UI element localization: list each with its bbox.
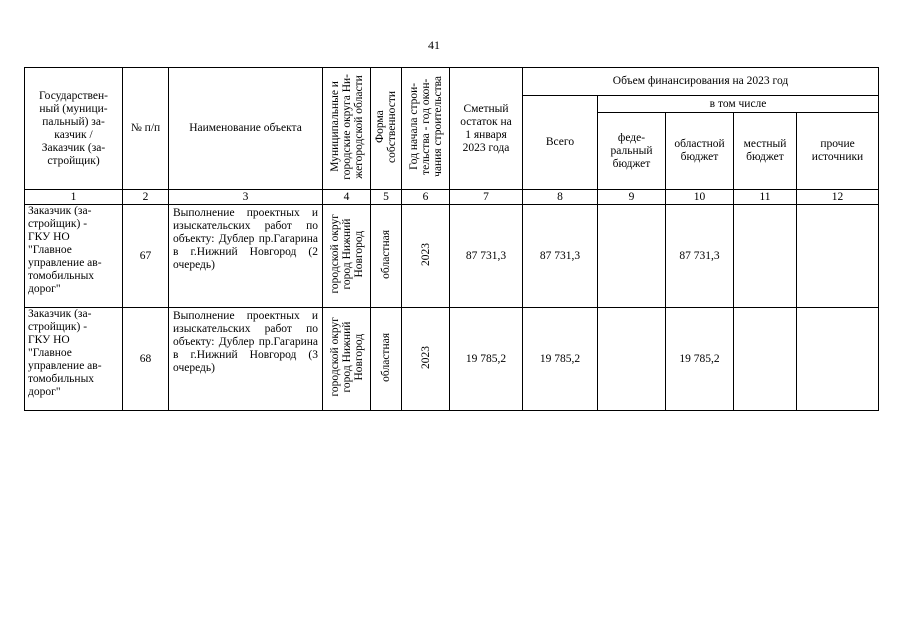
table-row [25,308,879,411]
row-object-name: Выполнение проектных и изыскательских работ по объекту: Дублер пр.Гагарина в г.Нижний Новгород (2 очередь) [169,205,323,308]
header-estimated-balance [450,68,523,190]
column-number-row [25,190,879,205]
column-number: 6 [402,190,450,205]
column-number: 7 [450,190,523,205]
header-local-text: местный бюджет [743,138,787,163]
header-regional-text: областной бюджет [674,138,725,163]
column-number: 3 [169,190,323,205]
row-regional: 87 731,3 [666,205,734,308]
column-number: 2 [123,190,169,205]
column-number: 12 [797,190,879,205]
header-estimated-balance-text: Сметный остаток на 1 января 2023 года [460,102,512,154]
row-municipality-text: городской округ город Нижний Новгород [328,317,365,397]
row-ownership-text: областная [380,332,392,382]
header-funding-volume: Объем финансирования на 2023 год [523,68,879,96]
header-including: в том числе [598,96,879,113]
row-estimated-balance: 19 785,2 [450,308,523,411]
header-customer [25,68,123,190]
row-customer [25,308,123,411]
column-number: 8 [523,190,598,205]
column-number: 10 [666,190,734,205]
row-other [797,205,879,308]
header-customer-text: Государствен- ный (муници- пальный) за- казчик / Заказчик (за- стройщик) [39,89,108,167]
header-years [402,68,450,190]
row-total: 87 731,3 [523,205,598,308]
header-regional [666,113,734,190]
row-ownership-text: областная [380,229,392,279]
column-number: 11 [734,190,797,205]
header-ownership [371,68,402,190]
column-number: 9 [598,190,666,205]
row-local [734,205,797,308]
row-federal [598,308,666,411]
row-customer-text: Заказчик (за- стройщик) - ГКУ НО "Главное управление ав- томобильных дорог" [28,205,102,295]
header-federal-text: феде- ральный бюджет [610,131,653,170]
column-number: 5 [371,190,402,205]
header-other-text: прочие источники [811,138,864,163]
row-customer-text: Заказчик (за- стройщик) - ГКУ НО "Главное управление ав- томобильных дорог" [28,308,102,398]
header-municipality-text: Муниципальные и городские округа Ни- жегородской области [328,73,365,180]
row-municipality [323,308,371,411]
row-ownership [371,308,402,411]
row-object-name: Выполнение проектных и изыскательских работ по объекту: Дублер пр.Гагарина в г.Нижний Новгород (3 очередь) [169,308,323,411]
header-num: № п/п [123,68,169,190]
row-customer [25,205,123,308]
header-federal [598,113,666,190]
header-years-text: Год начала строи- тельства - год окон- чания строительства [407,76,444,177]
row-local [734,308,797,411]
row-federal [598,205,666,308]
row-regional: 19 785,2 [666,308,734,411]
row-years-text: 2023 [419,345,432,369]
header-ownership-text: Форма собственности [374,90,398,163]
header-object-name: Наименование объекта [169,68,323,190]
row-municipality [323,205,371,308]
header-local [734,113,797,190]
row-years [402,308,450,411]
row-years-text: 2023 [419,242,432,266]
row-num: 67 [123,205,169,308]
row-estimated-balance: 87 731,3 [450,205,523,308]
column-number: 1 [25,190,123,205]
header-municipality [323,68,371,190]
funding-table [24,67,879,411]
header-total: Всего [523,96,598,190]
table-row [25,205,879,308]
row-total: 19 785,2 [523,308,598,411]
column-number: 4 [323,190,371,205]
row-ownership [371,205,402,308]
header-other [797,113,879,190]
page-number: 41 [428,38,440,52]
row-municipality-text: городской округ город Нижний Новгород [328,214,365,294]
row-num: 68 [123,308,169,411]
row-other [797,308,879,411]
row-years [402,205,450,308]
